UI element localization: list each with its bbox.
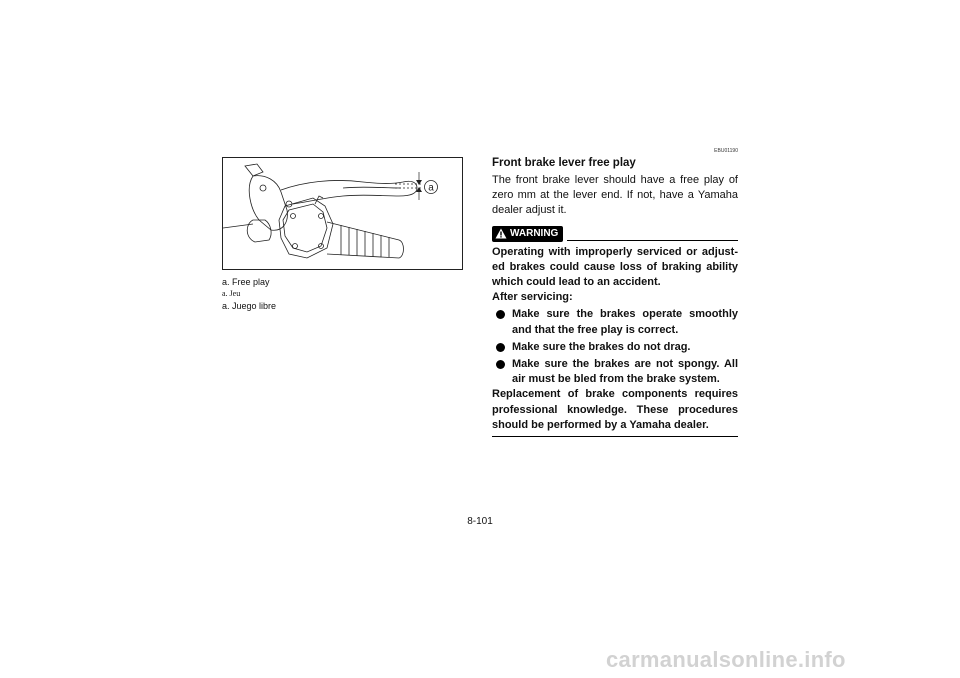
warning-header [492,226,738,242]
page-number: 8-101 [467,516,493,527]
figure-captions [222,276,276,312]
warning-end-rule [492,436,738,437]
bullet-dot-icon [496,343,505,352]
warning-label: WARNING [510,228,559,240]
caption-french: a. Jeu [222,289,241,298]
bullet-item [492,357,738,387]
warning-intro: Operating with improperly serviced or adjust-ed brakes could cause loss of braking ability which could lead to an accident. [492,245,738,289]
brake-lever-drawing [223,158,464,271]
bullet-text: Make sure the brakes do not drag. [512,340,691,353]
section-heading: Front brake lever free play [492,157,636,169]
warning-closing: Replacement of brake components requires professional knowledge. These procedures should be performed by a Yamaha dealer. [492,388,738,431]
brake-section [492,148,738,437]
warning-rule [567,240,738,241]
section-code: EBU01190 [714,148,738,154]
bullet-item [492,340,738,355]
warning-badge [492,226,563,242]
brake-lever-illustration [222,157,463,270]
section-body: The front brake lever should have a free play of zero mm at the lever end. If not, have a Yamaha dealer adjust it. [492,174,738,217]
bullet-dot-icon [496,310,505,319]
callout-letter: a [428,182,434,194]
bullet-item [492,307,738,337]
bullet-dot-icon [496,360,505,369]
caption-english: a. Free play [222,277,270,287]
watermark: carmanualsonline.info [606,647,846,672]
caption-spanish: a. Juego libre [222,301,277,311]
warning-body [492,245,738,433]
after-servicing-label: After servicing: [492,291,573,304]
bullet-text: Make sure the brakes are not spongy. All air must be bled from the brake system. [512,358,738,386]
warning-triangle-icon [495,228,507,239]
bullet-text: Make sure the brakes operate smoothly and that the free play is correct. [512,308,738,336]
